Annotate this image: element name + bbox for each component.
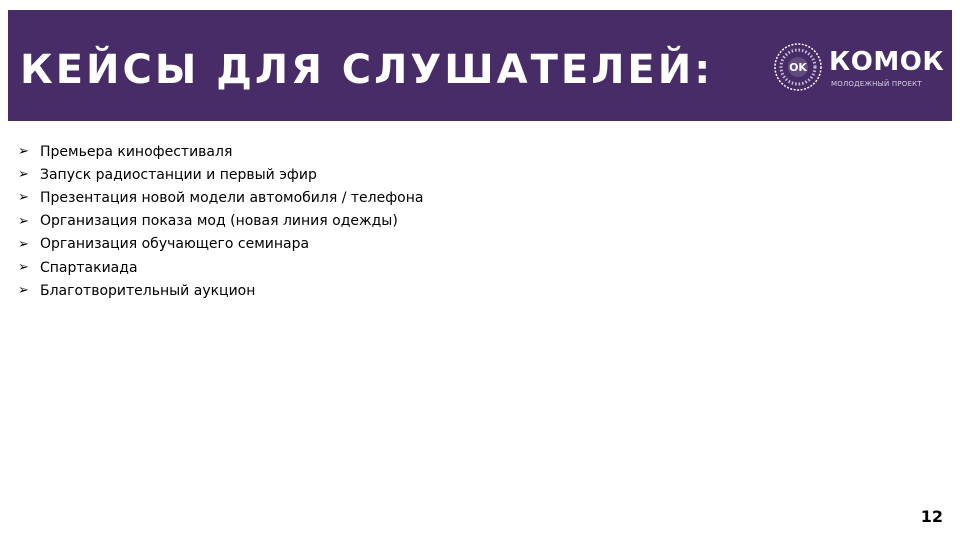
list-item-text: Благотворительный аукцион — [40, 282, 256, 299]
title-bar — [8, 10, 952, 121]
page-number: 12 — [920, 507, 943, 526]
list-item — [18, 279, 423, 302]
cases-list — [18, 140, 423, 302]
slide-title: КЕЙСЫ ДЛЯ СЛУШАТЕЛЕЙ: — [20, 47, 714, 93]
list-item-text: Премьера кинофестиваля — [40, 143, 233, 160]
arrowhead-bullet-icon: ➢ — [18, 283, 29, 299]
list-item — [18, 256, 423, 279]
arrowhead-bullet-icon: ➢ — [18, 144, 29, 160]
arrowhead-bullet-icon: ➢ — [18, 190, 29, 206]
list-item-text: Спартакиада — [40, 259, 138, 276]
list-item — [18, 210, 423, 233]
list-item-text: Презентация новой модели автомобиля / телефона — [40, 189, 424, 206]
arrowhead-bullet-icon: ➢ — [18, 213, 29, 229]
arrowhead-bullet-icon: ➢ — [18, 260, 29, 276]
logo-tagline: МОЛОДЕЖНЫЙ ПРОЕКТ — [831, 80, 922, 88]
list-item — [18, 140, 423, 163]
logo-emblem-icon — [773, 42, 823, 92]
logo-badge-text: OK — [789, 61, 807, 74]
arrowhead-bullet-icon: ➢ — [18, 236, 29, 252]
list-item — [18, 186, 423, 209]
logo-wordmark: КОМОК — [829, 47, 945, 77]
komok-logo — [773, 42, 943, 104]
list-item — [18, 163, 423, 186]
list-item-text: Организация показа мод (новая линия одежды) — [40, 213, 398, 230]
list-item-text: Организация обучающего семинара — [40, 236, 310, 253]
arrowhead-bullet-icon: ➢ — [18, 167, 29, 183]
list-item — [18, 233, 423, 256]
list-item-text: Запуск радиостанции и первый эфир — [40, 166, 317, 183]
